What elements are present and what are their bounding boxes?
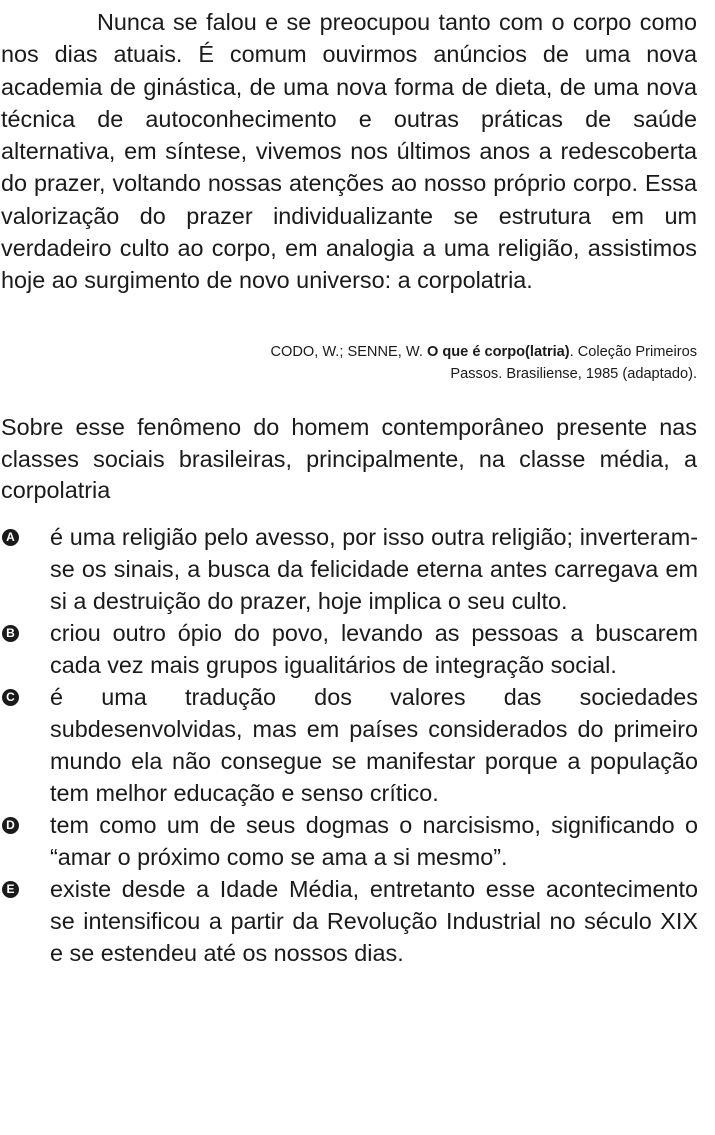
passage-text: Nunca se falou e se preocupou tanto com o corpo como nos dias atuais. É comum ouvirmos anúncios de uma nova academia de ginástica, de uma nova forma de dieta, de uma nova técnica de autoconhecimento e outras práticas de saúde alternativa, em síntese, vivemos nos últimos anos a redescoberta do prazer, voltando nossas atenções ao nosso próprio corpo. Essa valorização do prazer individualizante se estrutura em um verdadeiro culto ao corpo, em analogia a uma religião, assistimos hoje ao surgimento de novo universo: a corpolatria. — [1, 9, 697, 294]
option-a[interactable] — [0, 522, 698, 617]
option-c-letter-badge: C — [2, 689, 19, 706]
option-d-text: tem como um de seus dogmas o narcisismo, significando o “amar o próximo como se ama a si mesmo”. — [50, 811, 698, 870]
option-b-text: criou outro ópio do povo, levando as pessoas a buscarem cada vez mais grupos igualitários de integração social. — [50, 619, 698, 678]
citation — [227, 341, 697, 385]
option-c[interactable] — [0, 682, 698, 809]
answer-options — [0, 522, 698, 970]
option-e-text: existe desde a Idade Média, entretanto esse acontecimento se intensificou a partir da Revolução Industrial no século XIX e se estendeu até os nossos dias. — [50, 876, 698, 966]
citation-details: . Coleção Primeiros Passos. Brasiliense, 1985 (adaptado). — [450, 344, 697, 382]
option-d-letter-badge: D — [2, 817, 19, 834]
option-b-letter-badge: B — [2, 625, 19, 642]
option-a-text: é uma religião pelo avesso, por isso outra religião; inverteram-se os sinais, a busca da felicidade eterna antes carregava em si a destruição do prazer, hoje implica o seu culto. — [50, 524, 698, 614]
citation-authors: CODO, W.; SENNE, W. — [270, 344, 427, 360]
option-a-letter-badge: A — [2, 529, 19, 546]
option-e[interactable] — [0, 874, 698, 969]
option-e-letter-badge: E — [2, 881, 19, 898]
option-b[interactable] — [0, 618, 698, 682]
option-d[interactable] — [0, 810, 698, 874]
option-c-text: é uma tradução dos valores das sociedades subdesenvolvidas, mas em países considerados do primeiro mundo ela não consegue se manifestar porque a população tem melhor educação e senso crítico. — [50, 684, 698, 806]
question-stem: Sobre esse fenômeno do homem contemporâneo presente nas classes sociais brasileiras, principalmente, na classe média, a corpolatria — [1, 414, 697, 503]
citation-title: O que é corpo(latria) — [426, 344, 570, 360]
